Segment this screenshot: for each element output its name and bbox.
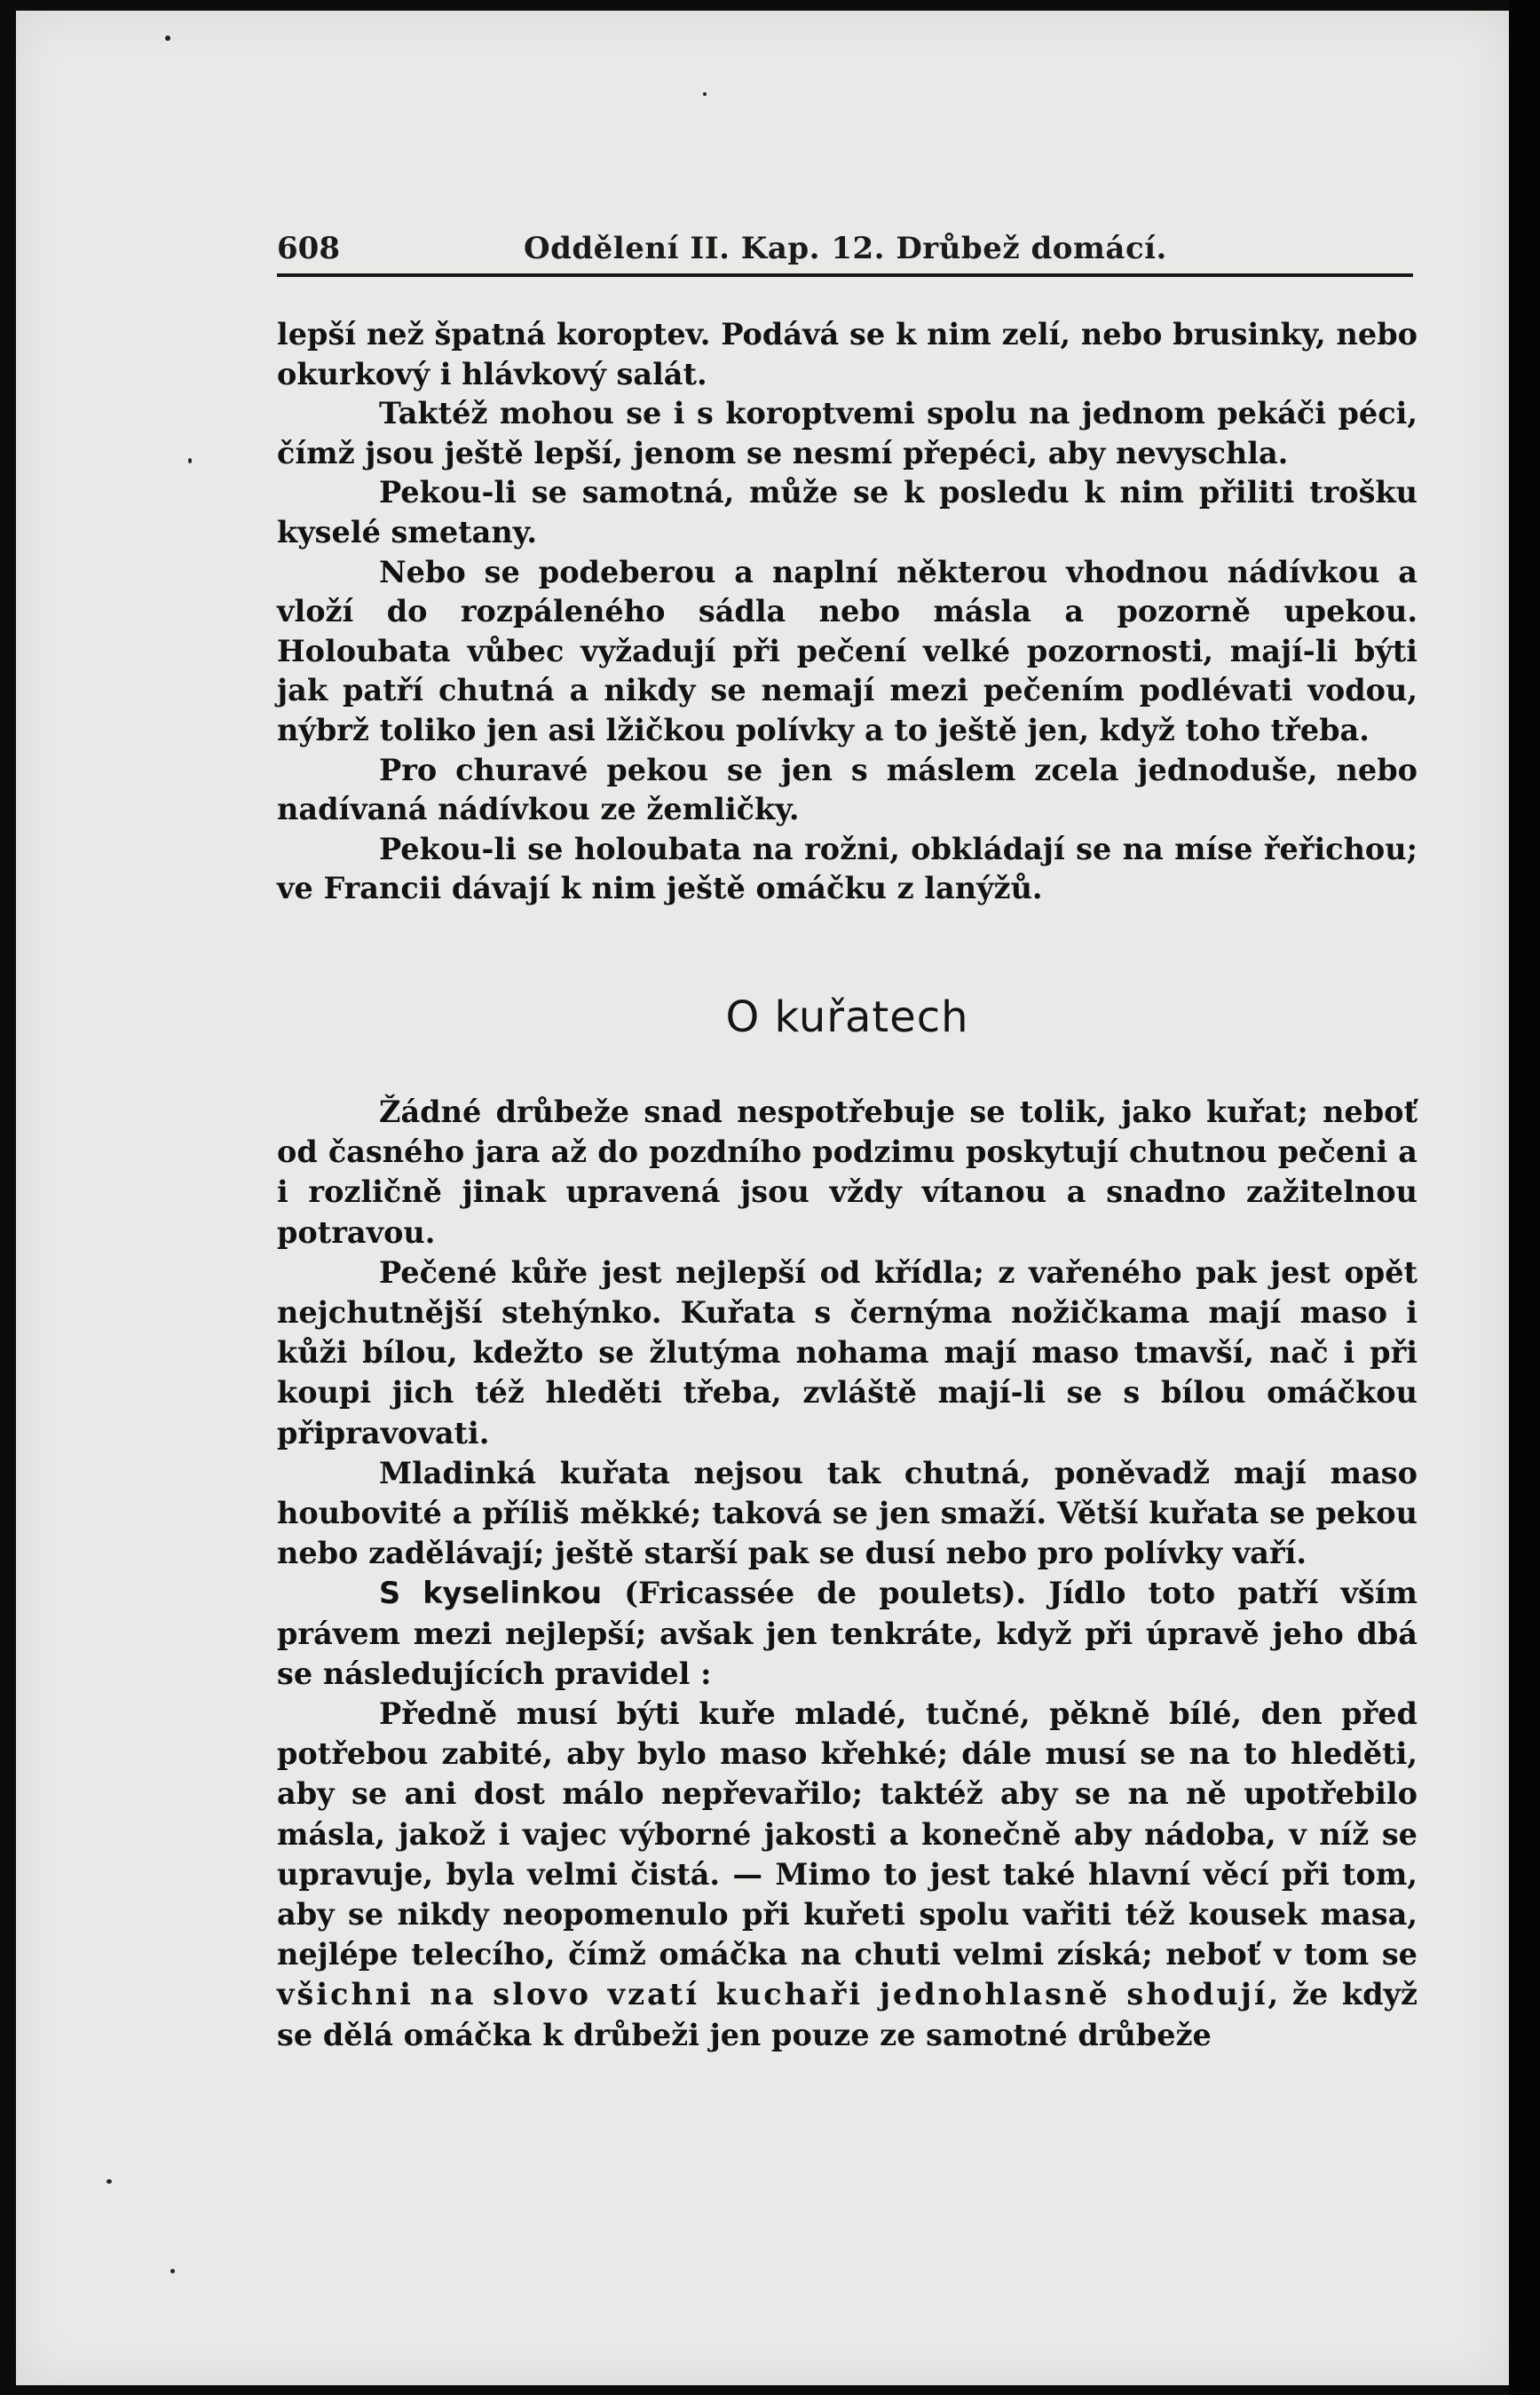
scan-speck <box>703 92 707 96</box>
paragraph: Nebo se podeberou a naplní některou vhodnou nádívkou a vloží do rozpáleného sádla nebo másla a pozorně upekou. Holoubata vůbec vyžadují při pečení velké pozornosti, mají-li býti jak patří chutná a nikdy se nemají mezi pečením podlévati vodou, nýbrž toliko jen asi lžičkou polívky a to ještě jen, když toho třeba. <box>277 554 1418 747</box>
paragraph-fricassee <box>277 1573 1418 1694</box>
paragraph-text: (Fricassée de poulets). Jídlo toto patří vším právem mezi nejlepší; avšak jen tenkráte, když při úpravě jeho dbá se následujících pravidel : <box>277 1576 1418 1691</box>
body-text-top <box>277 315 1418 909</box>
body-text-section <box>277 1092 1418 2055</box>
section-title: O kuřatech <box>725 992 969 1042</box>
spaced-text: všichni na slovo vzatí kuchaři jednohlasně shodují <box>277 1977 1268 2012</box>
scan-speck <box>170 2269 175 2273</box>
scan-speck <box>107 2179 112 2184</box>
paragraph-text: Předně musí býti kuře mladé, tučné, pěkně bílé, den před potřebou zabité, aby bylo maso křehké; dále musí se na to hleděti, aby se ani dost málo nepřevařilo; taktéž aby se na ně upotřebilo másla, jakož i vajec výborné jakosti a konečně aby nádoba, v níž se upravuje, byla velmi čistá. — Mimo to jest také hlavní věcí při tom, aby se nikdy neopomenulo při kuřeti spolu vařiti též kousek masa, nejlépe telecího, čímž omáčka na chuti velmi získá; neboť v tom se <box>277 1696 1418 1972</box>
paragraph-lead: S kyselinkou <box>379 1576 603 1611</box>
paragraph-text: , že když se dělá omáčka k drůbeži jen pouze ze samotné drůbeže <box>277 1977 1418 2052</box>
paragraph: Pro churavé pekou se jen s máslem zcela jednoduše, nebo nadívaná nádívkou ze žemličky. <box>277 752 1418 827</box>
page-header <box>257 229 1420 273</box>
scan-speck <box>188 458 192 463</box>
paragraph: lepší než špatná koroptev. Podává se k nim zelí, nebo brusinky, nebo okurkový i hlávkový salát. <box>277 317 1418 391</box>
paragraph: Pekou-li se holoubata na rožni, obkládají se na míse řeřichou; ve Francii dávají k nim ještě omáčku z lanýžů. <box>277 831 1418 906</box>
running-title: Oddělení II. Kap. 12. Drůbež domácí. <box>524 231 1167 266</box>
page-number: 608 <box>277 231 340 266</box>
header-rule <box>277 273 1413 277</box>
paragraph: Pekou-li se samotná, může se k posledu k nim přiliti trošku kyselé smetany. <box>277 475 1418 549</box>
scan-edge <box>1509 0 1540 2395</box>
paragraph: Taktéž mohou se i s koroptvemi spolu na jednom pekáči péci, čímž jsou ještě lepší, jenom se nesmí přepéci, aby nevyschla. <box>277 396 1418 470</box>
paragraph: Pečené kůře jest nejlepší od křídla; z vařeného pak jest opět nejchutnější stehýnko. Kuřata s černýma nožičkama mají maso i kůži bílou, kdežto se žlutýma nohama mají maso tmavší, nač i při koupi jich též hleděti třeba, zvláště mají-li se s bílou omáčkou připravovati. <box>277 1254 1418 1450</box>
paragraph-final <box>277 1694 1418 2055</box>
scan-speck <box>165 36 170 41</box>
paragraph: Mladinká kuřata nejsou tak chutná, poněvadž mají maso houbovité a příliš měkké; taková se jen smaží. Větší kuřata se pekou nebo zadělávají; ještě starší pak se dusí nebo pro polívky vaří. <box>277 1455 1418 1571</box>
paragraph: Žádné drůbeže snad nespotřebuje se tolik, jako kuřat; neboť od časného jara až do pozdního podzimu poskytují chutnou pečeni a i rozličně jinak upravená jsou vždy vítanou a snadno zažitelnou potravou. <box>277 1095 1418 1250</box>
